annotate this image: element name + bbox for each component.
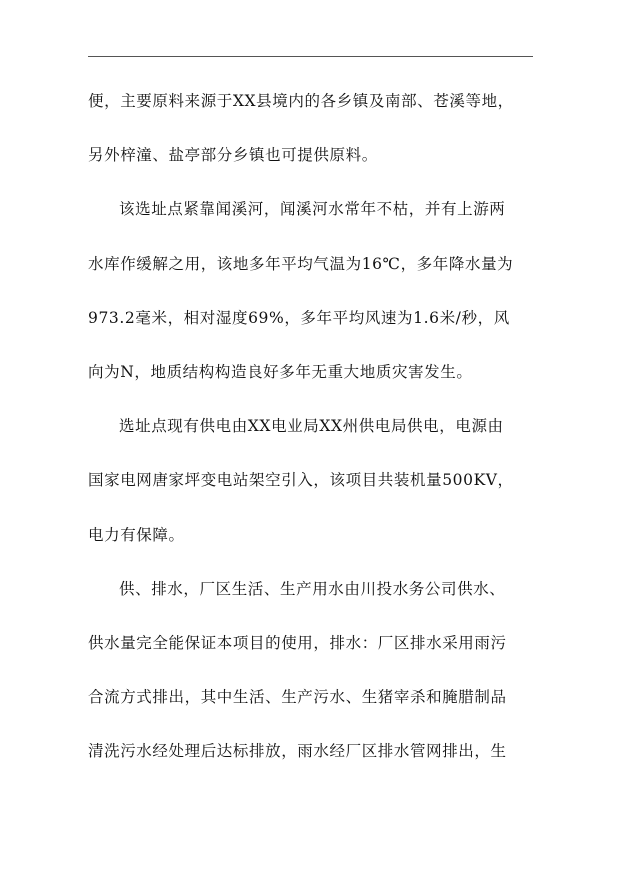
header-rule xyxy=(88,56,533,57)
text-line-12: 合流方式排出，其中生活、生产污水、生猪宰杀和腌腊制品 xyxy=(88,688,507,707)
text-line-3: 该选址点紧靠闻溪河，闻溪河水常年不枯，并有上游两 xyxy=(119,200,506,219)
text-line-5: 973.2毫米，相对湿度69%，多年平均风速为1.6米/秒，风 xyxy=(88,308,510,327)
text-line-10: 供、排水，厂区生活、生产用水由川投水务公司供水、 xyxy=(119,579,506,598)
text-line-4: 水库作缓解之用，该地多年平均气温为16℃，多年降水量为 xyxy=(88,254,514,273)
text-line-9: 电力有保障。 xyxy=(88,525,185,544)
body-text xyxy=(88,80,534,784)
text-line-1: 便，主要原料来源于XX县境内的各乡镇及南部、苍溪等地， xyxy=(88,92,514,110)
text-line-11: 供水量完全能保证本项目的使用，排水：厂区排水采用雨污 xyxy=(88,633,507,652)
text-line-8: 国家电网唐家坪变电站架空引入，该项目共装机量500KV， xyxy=(88,471,514,490)
text-line-13: 清洗污水经处理后达标排放，雨水经厂区排水管网排出，生 xyxy=(88,742,507,761)
text-line-6: 向为N，地质结构构造良好多年无重大地质灾害发生。 xyxy=(88,362,473,381)
text-line-2: 另外梓潼、盐亭部分乡镇也可提供原料。 xyxy=(88,146,378,165)
text-line-7: 选址点现有供电由XX电业局XX州供电局供电，电源由 xyxy=(119,417,504,436)
